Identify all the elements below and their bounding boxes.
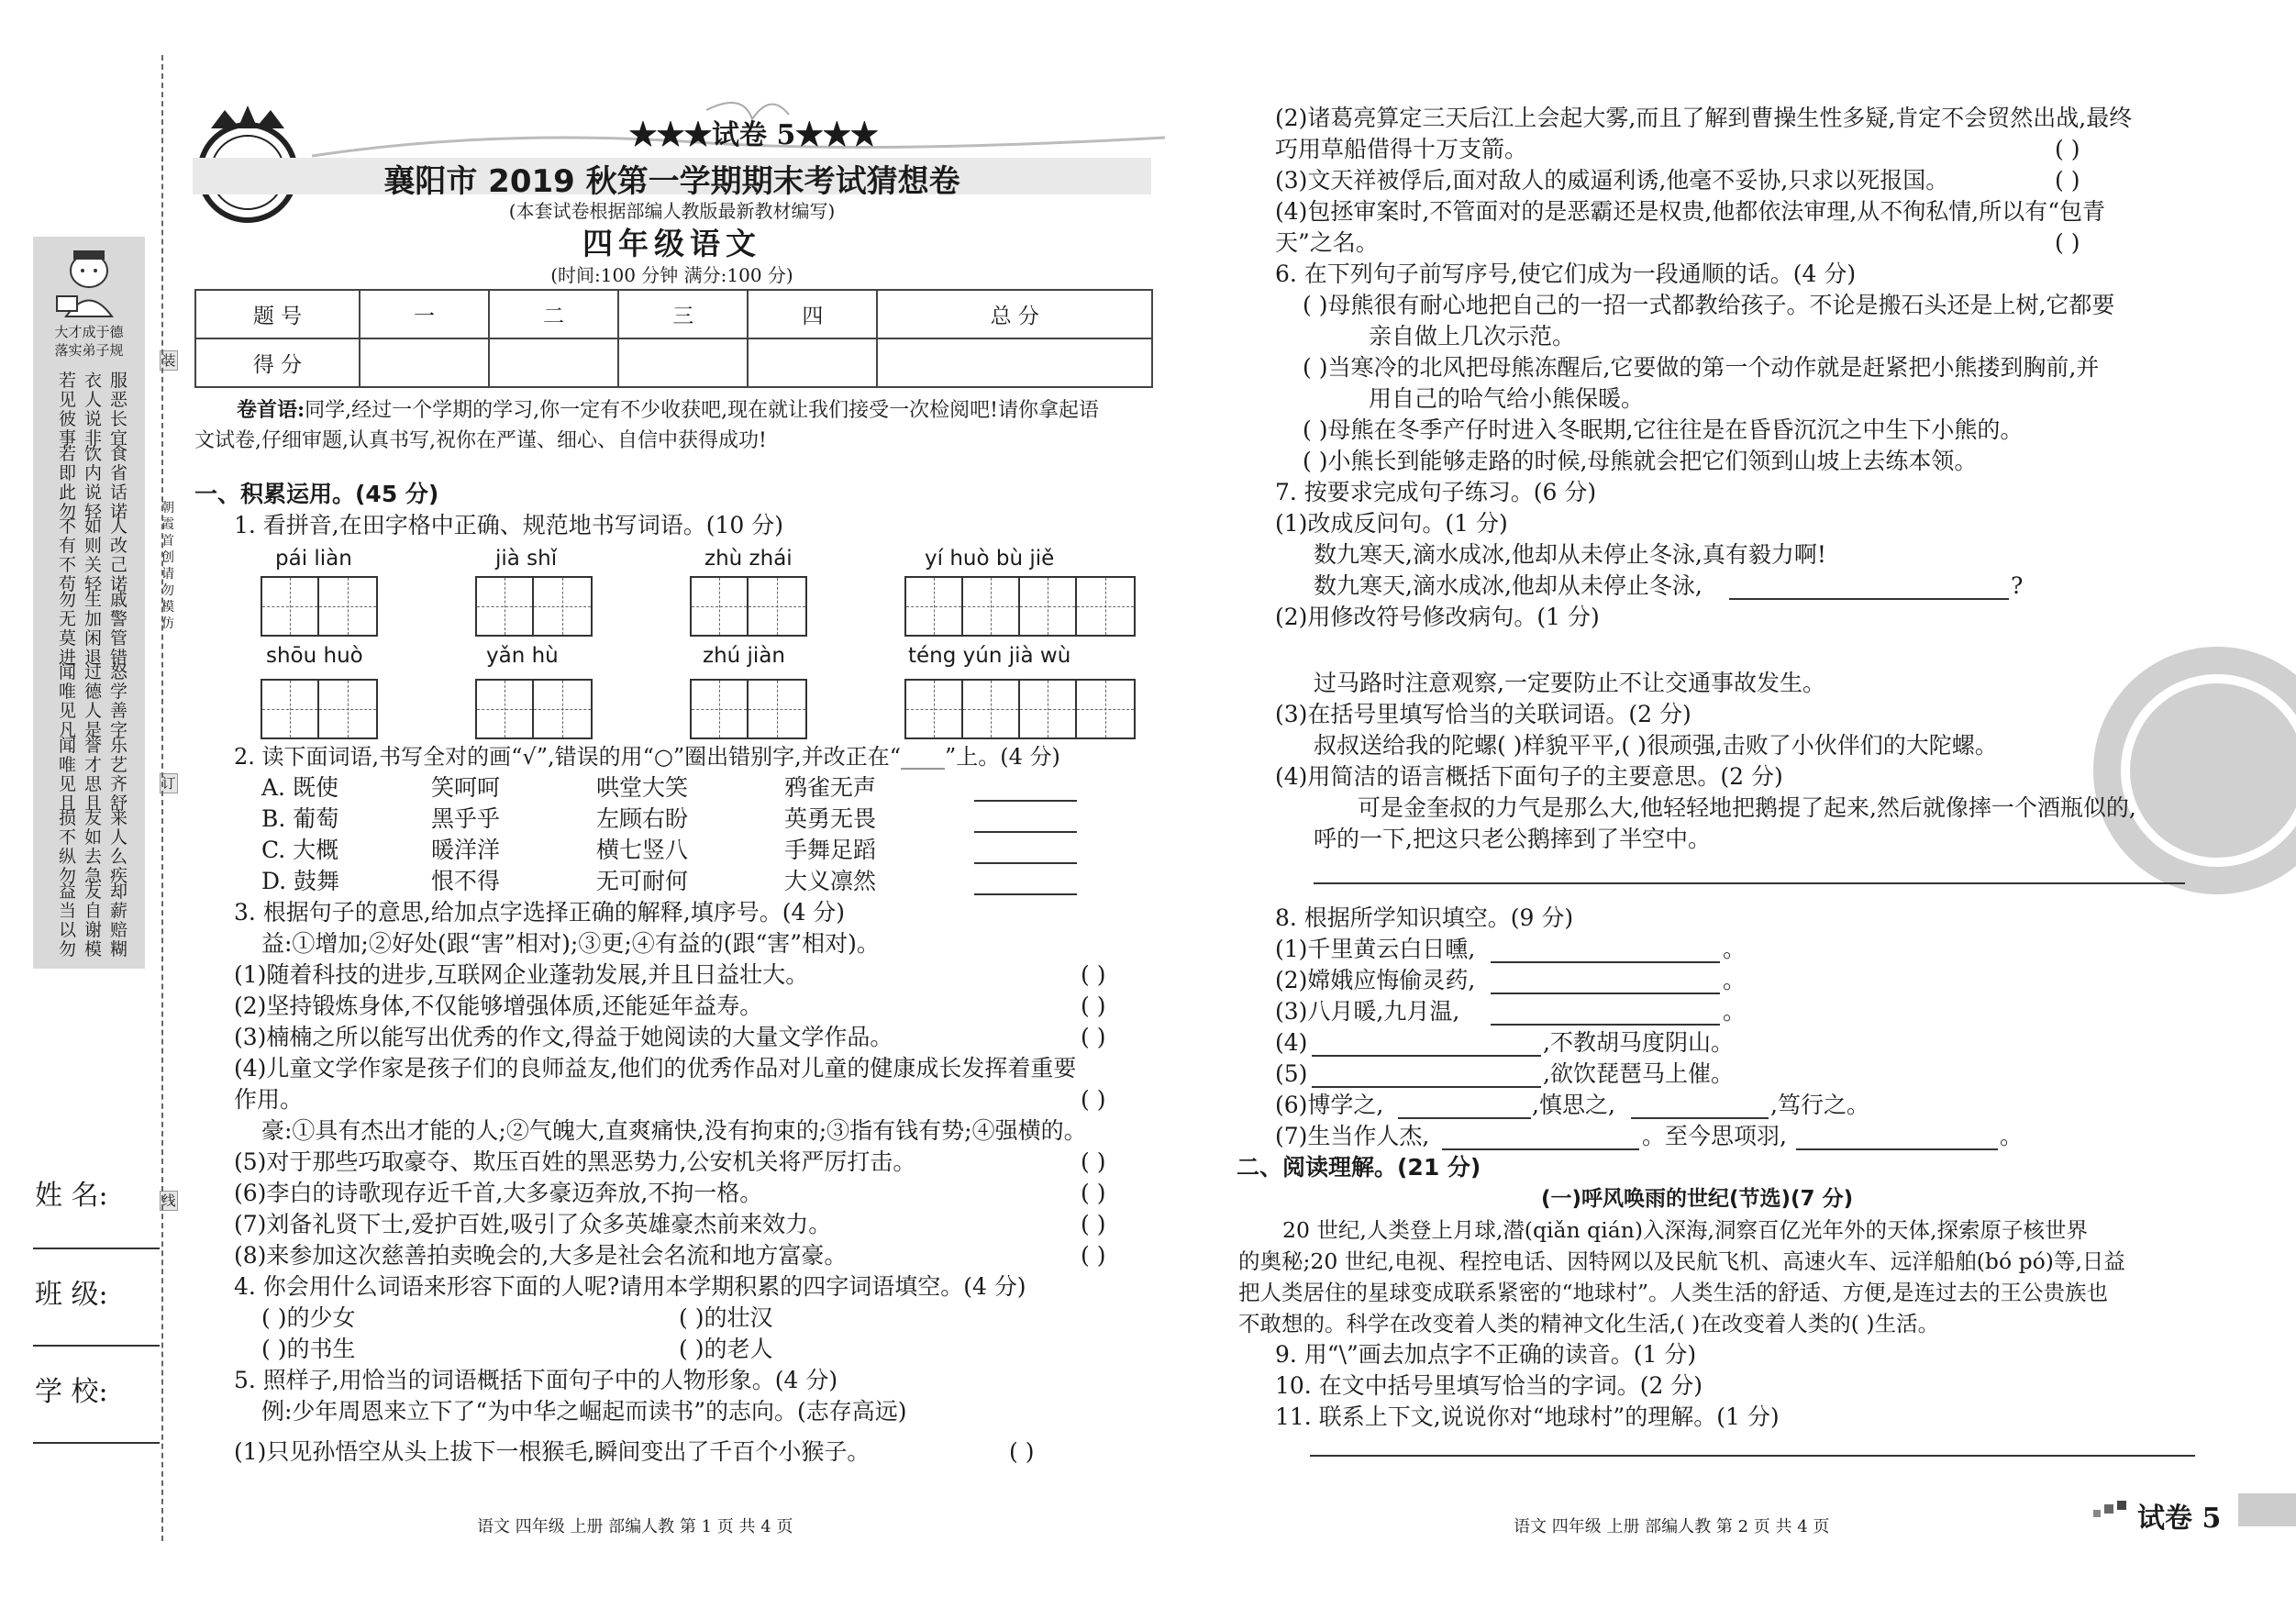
preface-line-2: 文试卷,仔细审题,认真书写,祝你在严谨、细心、自信中获得成功!	[194, 429, 767, 452]
pinyin: téng yún jià wù	[908, 644, 1071, 668]
writing-grid[interactable]	[904, 679, 1136, 739]
advice-column: 人改己诺	[110, 516, 128, 594]
advice-column: 若即此勿	[59, 443, 77, 522]
answer-paren[interactable]: ( )	[1081, 993, 1106, 1019]
advice-column: 服恶长宜	[110, 371, 128, 449]
pinyin: shōu huò	[266, 644, 363, 668]
q8-item-6c: ,笃行之。	[1770, 1092, 1869, 1118]
exam-subtitle: (本套试卷根据部编人教版最新教材编写)	[508, 200, 836, 222]
section-1-title: 一、积累运用。(45 分)	[194, 481, 439, 507]
section-2-title: 二、阅读理解。(21 分)	[1237, 1154, 1481, 1181]
name-label: 姓 名:	[35, 1180, 108, 1212]
answer-line[interactable]	[974, 893, 1077, 895]
q7-4: (4)用简洁的语言概括下面句子的主要意思。(2 分)	[1275, 763, 1783, 790]
score-cell[interactable]	[618, 338, 748, 387]
q2-word: 恨不得	[431, 868, 501, 894]
exam-number: ★★★试卷 5★★★	[629, 119, 879, 151]
q2-word: 暖洋洋	[431, 837, 501, 863]
q7-1: (1)改成反问句。(1 分)	[1275, 510, 1508, 537]
q2-word: B. 葡萄	[261, 805, 339, 832]
answer-paren[interactable]: ( )	[2055, 136, 2080, 162]
advice-column: 益当以勿	[59, 881, 77, 959]
advice-column: 戚警管错	[110, 589, 128, 668]
score-cell[interactable]	[360, 338, 489, 387]
q5-example: 例:少年周恩来立下了“为中华之崛起而读书”的志向。(志存高远)	[261, 1398, 907, 1425]
answer-line[interactable]	[1310, 1455, 2195, 1457]
answer-line[interactable]	[1491, 993, 1720, 994]
answer-paren[interactable]: ( )	[1081, 1148, 1106, 1175]
q4-item[interactable]: ( )的壮汉	[679, 1304, 773, 1331]
q4-item[interactable]: ( )的少女	[261, 1304, 356, 1331]
q7-1-sentence: 数九寒天,滴水成冰,他却从未停止冬泳,真有毅力啊!	[1314, 541, 1826, 568]
preface-label: 卷首语:	[237, 398, 305, 422]
q6-item-cont: 亲自做上几次示范。	[1369, 323, 1576, 349]
page-footer-left: 语文 四年级 上册 部编人教 第 1 页 共 4 页	[477, 1517, 793, 1536]
q3-item: (4)儿童文学作家是孩子们的良师益友,他们的优秀作品对儿童的健康成长发挥着重要	[234, 1055, 1077, 1081]
answer-paren[interactable]: ( )	[1081, 1180, 1106, 1206]
answer-paren[interactable]: ( )	[1081, 961, 1106, 988]
q2-word: 大义凛然	[784, 868, 877, 894]
advice-column: 生加闲退	[84, 589, 103, 668]
q3-item4-cont: 作用。	[234, 1086, 304, 1113]
q8-item-7a: (7)生当作人杰,	[1275, 1123, 1430, 1149]
q6-item: ( )母熊很有耐心地把自己的一招一式都教给孩子。不论是搬石头还是上树,它都要	[1303, 292, 2115, 318]
page-footer-right: 语文 四年级 上册 部编人教 第 2 页 共 4 页	[1514, 1517, 1830, 1536]
score-table	[194, 289, 1153, 388]
q2-word: 横七竖八	[596, 837, 689, 863]
advice-column: 来人么疾	[110, 808, 128, 886]
q3-definitions-hao: 豪:①具有杰出才能的人;②气魄大,直爽痛快,没有拘束的;③指有钱有势;④强横的。	[261, 1117, 1087, 1144]
q5-item-4-cont: 天”之名。	[1275, 229, 1379, 256]
q2-word: 黑乎乎	[431, 805, 501, 832]
q3-prompt: 3. 根据句子的意思,给加点字选择正确的解释,填序号。(4 分)	[234, 899, 846, 926]
score-header-row	[195, 290, 1152, 338]
writing-grid[interactable]	[475, 679, 593, 739]
score-header: 一	[360, 290, 489, 338]
advice-column: 勿无莫进	[59, 589, 77, 668]
q5-item-3: (3)文天祥被俘后,面对敌人的威逼利诱,他毫不妥协,只求以死报国。	[1275, 167, 1949, 194]
class-label: 班 级:	[35, 1279, 108, 1311]
exam-title: 襄阳市 2019 秋第一学期期末考试猜想卷	[383, 163, 960, 200]
q3-item: (2)坚持锻炼身体,不仅能够增强体质,还能延年益寿。	[234, 993, 763, 1019]
q8-item-6a: (6)博学之,	[1275, 1092, 1384, 1118]
q2-word: D. 鼓舞	[261, 868, 340, 894]
q2-word: 手舞足蹈	[784, 837, 877, 863]
answer-line[interactable]	[974, 862, 1077, 864]
q2-word: C. 大概	[261, 837, 339, 863]
q2-word: 鸦雀无声	[784, 774, 877, 801]
advice-column: 不有不苟	[59, 516, 77, 594]
scholar-figure-icon	[48, 243, 130, 321]
q4-prompt: 4. 你会用什么词语来形容下面的人呢?请用本学期积累的四字词语填空。(4 分)	[234, 1273, 1026, 1300]
q5-item-2: (2)诸葛亮算定三天后江上会起大雾,而且了解到曹操生性多疑,肯定不会贸然出战,最终	[1275, 105, 2133, 131]
binding-label-notice: 朝霞首创请勿模仿	[161, 501, 174, 631]
q8-item-5: (5)	[1275, 1060, 1308, 1087]
reading-line: 把人类居住的星球变成联系紧密的“地球村”。人类生活的舒适、方便,是连过去的王公贵族也	[1238, 1280, 2108, 1305]
q11-prompt: 11. 联系上下文,说说你对“地球村”的理解。(1 分)	[1275, 1403, 1780, 1430]
answer-paren[interactable]: ( )	[2055, 229, 2080, 256]
advice-column: 若见彼事	[59, 371, 77, 449]
answer-paren[interactable]: ( )	[1081, 1211, 1106, 1237]
school-field[interactable]	[33, 1442, 160, 1444]
q9-prompt: 9. 用“\”画去加点字不正确的读音。(1 分)	[1275, 1341, 1697, 1368]
pinyin: yí huò bù jiě	[925, 547, 1055, 571]
answer-line[interactable]	[1729, 598, 2009, 600]
binding-line	[161, 55, 163, 1541]
advice-column: 闻唯见凡	[59, 662, 77, 740]
writing-grid[interactable]	[261, 679, 378, 739]
q6-item: ( )母熊在冬季产仔时进入冬眠期,它往往是在昏昏沉沉之中生下小熊的。	[1303, 416, 2024, 443]
writing-grid[interactable]	[904, 576, 1136, 637]
q7-1-mark: ?	[2011, 572, 2024, 599]
name-field[interactable]	[33, 1248, 160, 1249]
answer-line[interactable]	[1398, 1117, 1531, 1119]
q6-prompt: 6. 在下列句子前写序号,使它们成为一段通顺的话。(4 分)	[1275, 261, 1857, 287]
score-cell[interactable]	[748, 338, 877, 387]
answer-line[interactable]	[974, 800, 1077, 802]
answer-paren[interactable]: ( )	[1081, 1242, 1106, 1269]
advice-column: 过德人是	[84, 662, 103, 740]
reading-line: 不敢想的。科学在改变着人类的精神文化生活,( )在改变着人类的( )生活。	[1238, 1311, 1940, 1336]
q8-item-end: 。	[1723, 936, 1747, 962]
answer-line[interactable]	[1491, 1024, 1720, 1026]
answer-line[interactable]	[1796, 1148, 1998, 1150]
q5-item-1: (1)只见孙悟空从头上拔下一根猴毛,瞬间变出了千百个小猴子。	[234, 1438, 871, 1465]
advice-column: 友如去急	[84, 808, 103, 886]
q8-item-4: (4)	[1275, 1029, 1308, 1056]
writing-grid[interactable]	[690, 679, 807, 739]
q6-item: ( )小熊长到能够走路的时候,母熊就会把它们领到山坡上去练本领。	[1303, 448, 1978, 474]
q2-word: 笑呵呵	[431, 774, 501, 801]
q2-word: 左顾右盼	[596, 805, 689, 832]
q7-1-rewrite: 数九寒天,滴水成冰,他却从未停止冬泳,	[1314, 572, 1703, 599]
answer-line[interactable]	[1491, 961, 1720, 963]
pinyin: zhù zhái	[704, 547, 793, 571]
binding-label-xian: 线	[160, 1191, 178, 1211]
answer-line[interactable]	[974, 831, 1077, 833]
corner-squares	[2093, 1497, 2130, 1525]
score-cell[interactable]	[877, 338, 1152, 387]
q2-prompt: 2. 读下面词语,书写全对的画“√”,错误的用“○”圈出错别字,并改正在“____”上。(4 分)	[234, 744, 1060, 770]
q3-item: (8)来参加这次慈善拍卖晚会的,大多是社会名流和地方富豪。	[234, 1242, 848, 1269]
q3-item: (3)楠楠之所以能写出优秀的作文,得益于她阅读的大量文学作品。	[234, 1024, 893, 1050]
q8-item-text: (2)嫦娥应悔偷灵药,	[1275, 967, 1476, 993]
advice-column: 食省话诺	[110, 443, 128, 522]
answer-line[interactable]	[1442, 1148, 1639, 1150]
answer-line[interactable]	[1631, 1117, 1769, 1119]
writing-grid[interactable]	[475, 576, 593, 637]
score-header: 题 号	[195, 290, 360, 338]
q2-word: 哄堂大笑	[596, 774, 689, 801]
advice-column: 闻唯见且	[59, 735, 77, 814]
writing-grid[interactable]	[690, 576, 807, 637]
q8-prompt: 8. 根据所学知识填空。(9 分)	[1275, 904, 1574, 931]
q5-item-4: (4)包拯审案时,不管面对的是恶霸还是权贵,他都依法审理,从不徇私情,所以有“包青	[1275, 198, 2105, 225]
q7-4-sentence: 可是金奎叔的力气是那么大,他轻轻地把鹅提了起来,然后就像摔一个酒瓶似的,	[1358, 794, 2136, 821]
advice-column: 如则关轻	[84, 516, 103, 594]
exam-number-corner: 试卷 5	[2137, 1503, 2222, 1535]
q7-2-sentence: 过马路时注意观察,一定要防止不让交通事故发生。	[1314, 670, 1825, 696]
q7-prompt: 7. 按要求完成句子练习。(6 分)	[1275, 479, 1597, 505]
advice-column: 乐艺齐舒	[110, 735, 128, 814]
q2-word: 英勇无畏	[784, 805, 877, 832]
answer-line[interactable]	[1314, 882, 2185, 884]
q4-item[interactable]: ( )的老人	[679, 1336, 773, 1362]
q2-word: 无可耐何	[596, 868, 689, 894]
answer-paren[interactable]: ( )	[2055, 167, 2080, 194]
q8-item-5-text: ,欲饮琵琶马上催。	[1543, 1060, 1734, 1087]
q6-item: ( )当寒冷的北风把母熊冻醒后,它要做的第一个动作就是赶紧把小熊搂到胸前,并	[1303, 354, 2100, 381]
motto-line-1: 大才成于德	[54, 324, 124, 340]
q3-item: (5)对于那些巧取豪夺、欺压百姓的黑恶势力,公安机关将严厉打击。	[234, 1148, 916, 1175]
reading-title: (一)呼风唤雨的世纪(节选)(7 分)	[1541, 1187, 1854, 1211]
pinyin: yǎn hù	[486, 644, 559, 668]
q8-item-7b: 。至今思项羽,	[1642, 1123, 1787, 1149]
writing-grid[interactable]	[261, 576, 378, 637]
advice-column: 怒学善字	[110, 662, 128, 740]
answer-paren[interactable]: ( )	[1081, 1086, 1106, 1113]
reading-line: 20 世纪,人类登上月球,潜(qiǎn qián)入深海,洞察百亿光年外的天体,探索原子核世界	[1282, 1217, 2088, 1243]
q2-word: A. 既使	[261, 774, 338, 801]
q8-item-text: (1)千里黄云白日曛,	[1275, 936, 1476, 962]
grade-subject: 四年级语文	[582, 226, 761, 261]
q10-prompt: 10. 在文中括号里填写恰当的字词。(2 分)	[1275, 1372, 1703, 1399]
score-header: 三	[618, 290, 748, 338]
q7-3-sentence[interactable]: 叔叔送给我的陀螺( )样貌平平,( )很顽强,击败了小伙伴们的大陀螺。	[1314, 732, 1998, 759]
q5-prompt: 5. 照样子,用恰当的词语概括下面句子中的人物形象。(4 分)	[234, 1367, 838, 1393]
q8-item-end: 。	[1723, 998, 1747, 1025]
school-label: 学 校:	[35, 1376, 108, 1408]
pinyin: pái liàn	[275, 547, 352, 571]
score-row	[195, 338, 1152, 387]
advice-column: 损不纵勿	[59, 808, 77, 886]
preface-line-1	[237, 394, 1099, 427]
q1-prompt: 1. 看拼音,在田字格中正确、规范地书写词语。(10 分)	[234, 512, 784, 538]
answer-paren[interactable]: ( )	[1009, 1438, 1035, 1465]
class-field[interactable]	[33, 1345, 160, 1347]
q3-item: (1)随着科技的进步,互联网企业蓬勃发展,并且日益壮大。	[234, 961, 809, 988]
advice-column: 饮内说轻	[84, 443, 103, 522]
q7-4-sentence-cont: 呼的一下,把这只老公鹅摔到了半空中。	[1314, 826, 1711, 852]
q7-3: (3)在括号里填写恰当的关联词语。(2 分)	[1275, 701, 1691, 727]
q8-item-4-text: ,不教胡马度阴山。	[1543, 1029, 1734, 1056]
exam-time: (时间:100 分钟 满分:100 分)	[550, 264, 793, 286]
q8-item-7c: 。	[2000, 1123, 2024, 1149]
motto-line-2: 落实弟子规	[54, 342, 124, 359]
preface-text-1: 同学,经过一个学期的学习,你一定有不少收获吧,现在就让我们接受一次检阅吧!请你拿起语	[305, 399, 1099, 422]
q4-item[interactable]: ( )的书生	[261, 1336, 356, 1362]
advice-column: 誉才思且	[84, 735, 103, 814]
q3-item: (7)刘备礼贤下士,爱护百姓,吸引了众多英雄豪杰前来效力。	[234, 1211, 832, 1237]
pinyin: zhú jiàn	[703, 644, 785, 668]
answer-line[interactable]	[1312, 1055, 1541, 1057]
q6-item-cont: 用自己的哈气给小熊保暖。	[1369, 385, 1645, 412]
reading-line: 的奥秘;20 世纪,电视、程控电话、因特网以及民航飞机、高速火车、远洋船舶(bó pó)等,日益	[1238, 1248, 2125, 1274]
pinyin: jià shǐ	[495, 547, 558, 571]
q8-item-text: (3)八月暖,九月温,	[1275, 998, 1460, 1025]
corner-bar	[2238, 1493, 2296, 1526]
q7-2: (2)用修改符号修改病句。(1 分)	[1275, 604, 1600, 630]
q5-item-2-cont: 巧用草船借得十万支箭。	[1275, 136, 1528, 162]
answer-paren[interactable]: ( )	[1081, 1024, 1106, 1050]
score-cell[interactable]	[489, 338, 618, 387]
q3-definitions-yi: 益:①增加;②好处(跟“害”相对);③更;④有益的(跟“害”相对)。	[261, 930, 880, 957]
binding-label-zhuang: 装	[160, 350, 178, 371]
score-header: 四	[748, 290, 877, 338]
q3-item: (6)李白的诗歌现存近千首,大多豪迈奔放,不拘一格。	[234, 1180, 763, 1206]
binding-label-ding: 订	[160, 773, 178, 793]
q8-item-end: 。	[1723, 967, 1747, 993]
q8-item-6b: ,慎思之,	[1532, 1092, 1615, 1118]
score-header: 二	[489, 290, 618, 338]
score-header: 总 分	[877, 290, 1152, 338]
score-row-label: 得 分	[195, 338, 360, 387]
advice-column: 却薪赔糊	[110, 881, 128, 959]
advice-column: 衣人说非	[84, 371, 103, 449]
advice-column: 友自谢模	[84, 881, 103, 959]
answer-line[interactable]	[1312, 1086, 1541, 1088]
